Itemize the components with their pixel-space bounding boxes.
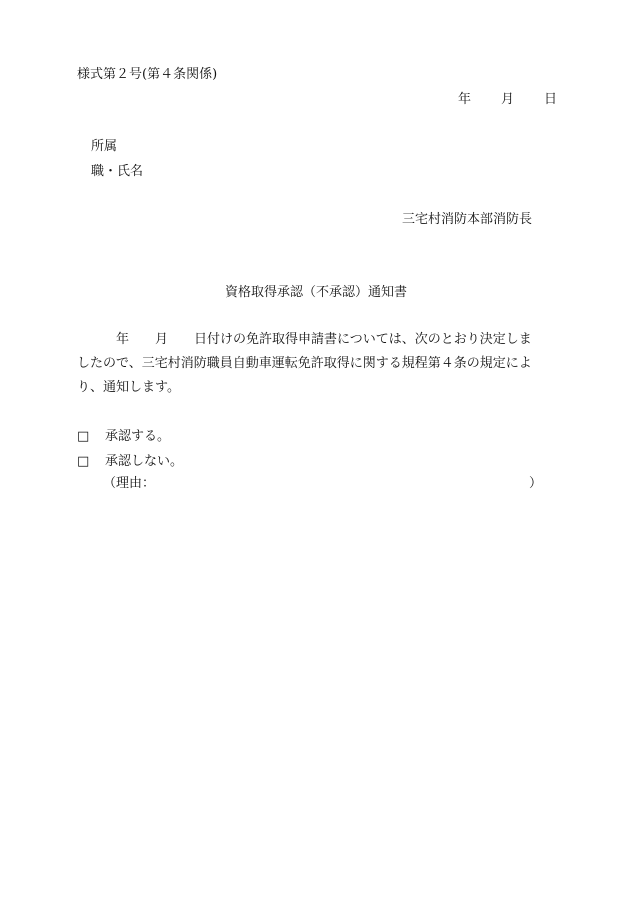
reason-open-label: （理由：	[103, 476, 156, 491]
document-title: 資格取得承認（不承認）通知書	[225, 285, 408, 300]
date-year-label: 年	[458, 92, 472, 107]
approve-option-label: 承認する。	[105, 429, 171, 444]
issuer-title: 三宅村消防本部消防長	[402, 212, 533, 227]
reason-close-paren: ）	[529, 476, 543, 491]
date-day-label: 日	[544, 92, 558, 107]
body-text-line: したので、三宅村消防職員自動車運転免許取得に関する規程第４条の規定によ	[77, 356, 532, 371]
disapprove-checkbox[interactable]: □	[77, 454, 90, 469]
recipient-position-name-label: 職・氏名	[91, 164, 144, 179]
body-text-line: り、通知します。	[77, 380, 180, 395]
form-number: 様式第２号(第４条関係)	[77, 67, 218, 82]
approve-checkbox[interactable]: □	[77, 429, 90, 444]
disapprove-option-label: 承認しない。	[105, 454, 184, 469]
date-month-label: 月	[501, 92, 515, 107]
body-text-line: 年 月 日付けの免許取得申請書については、次のとおり決定しま	[77, 332, 532, 347]
recipient-affiliation-label: 所属	[91, 139, 118, 154]
